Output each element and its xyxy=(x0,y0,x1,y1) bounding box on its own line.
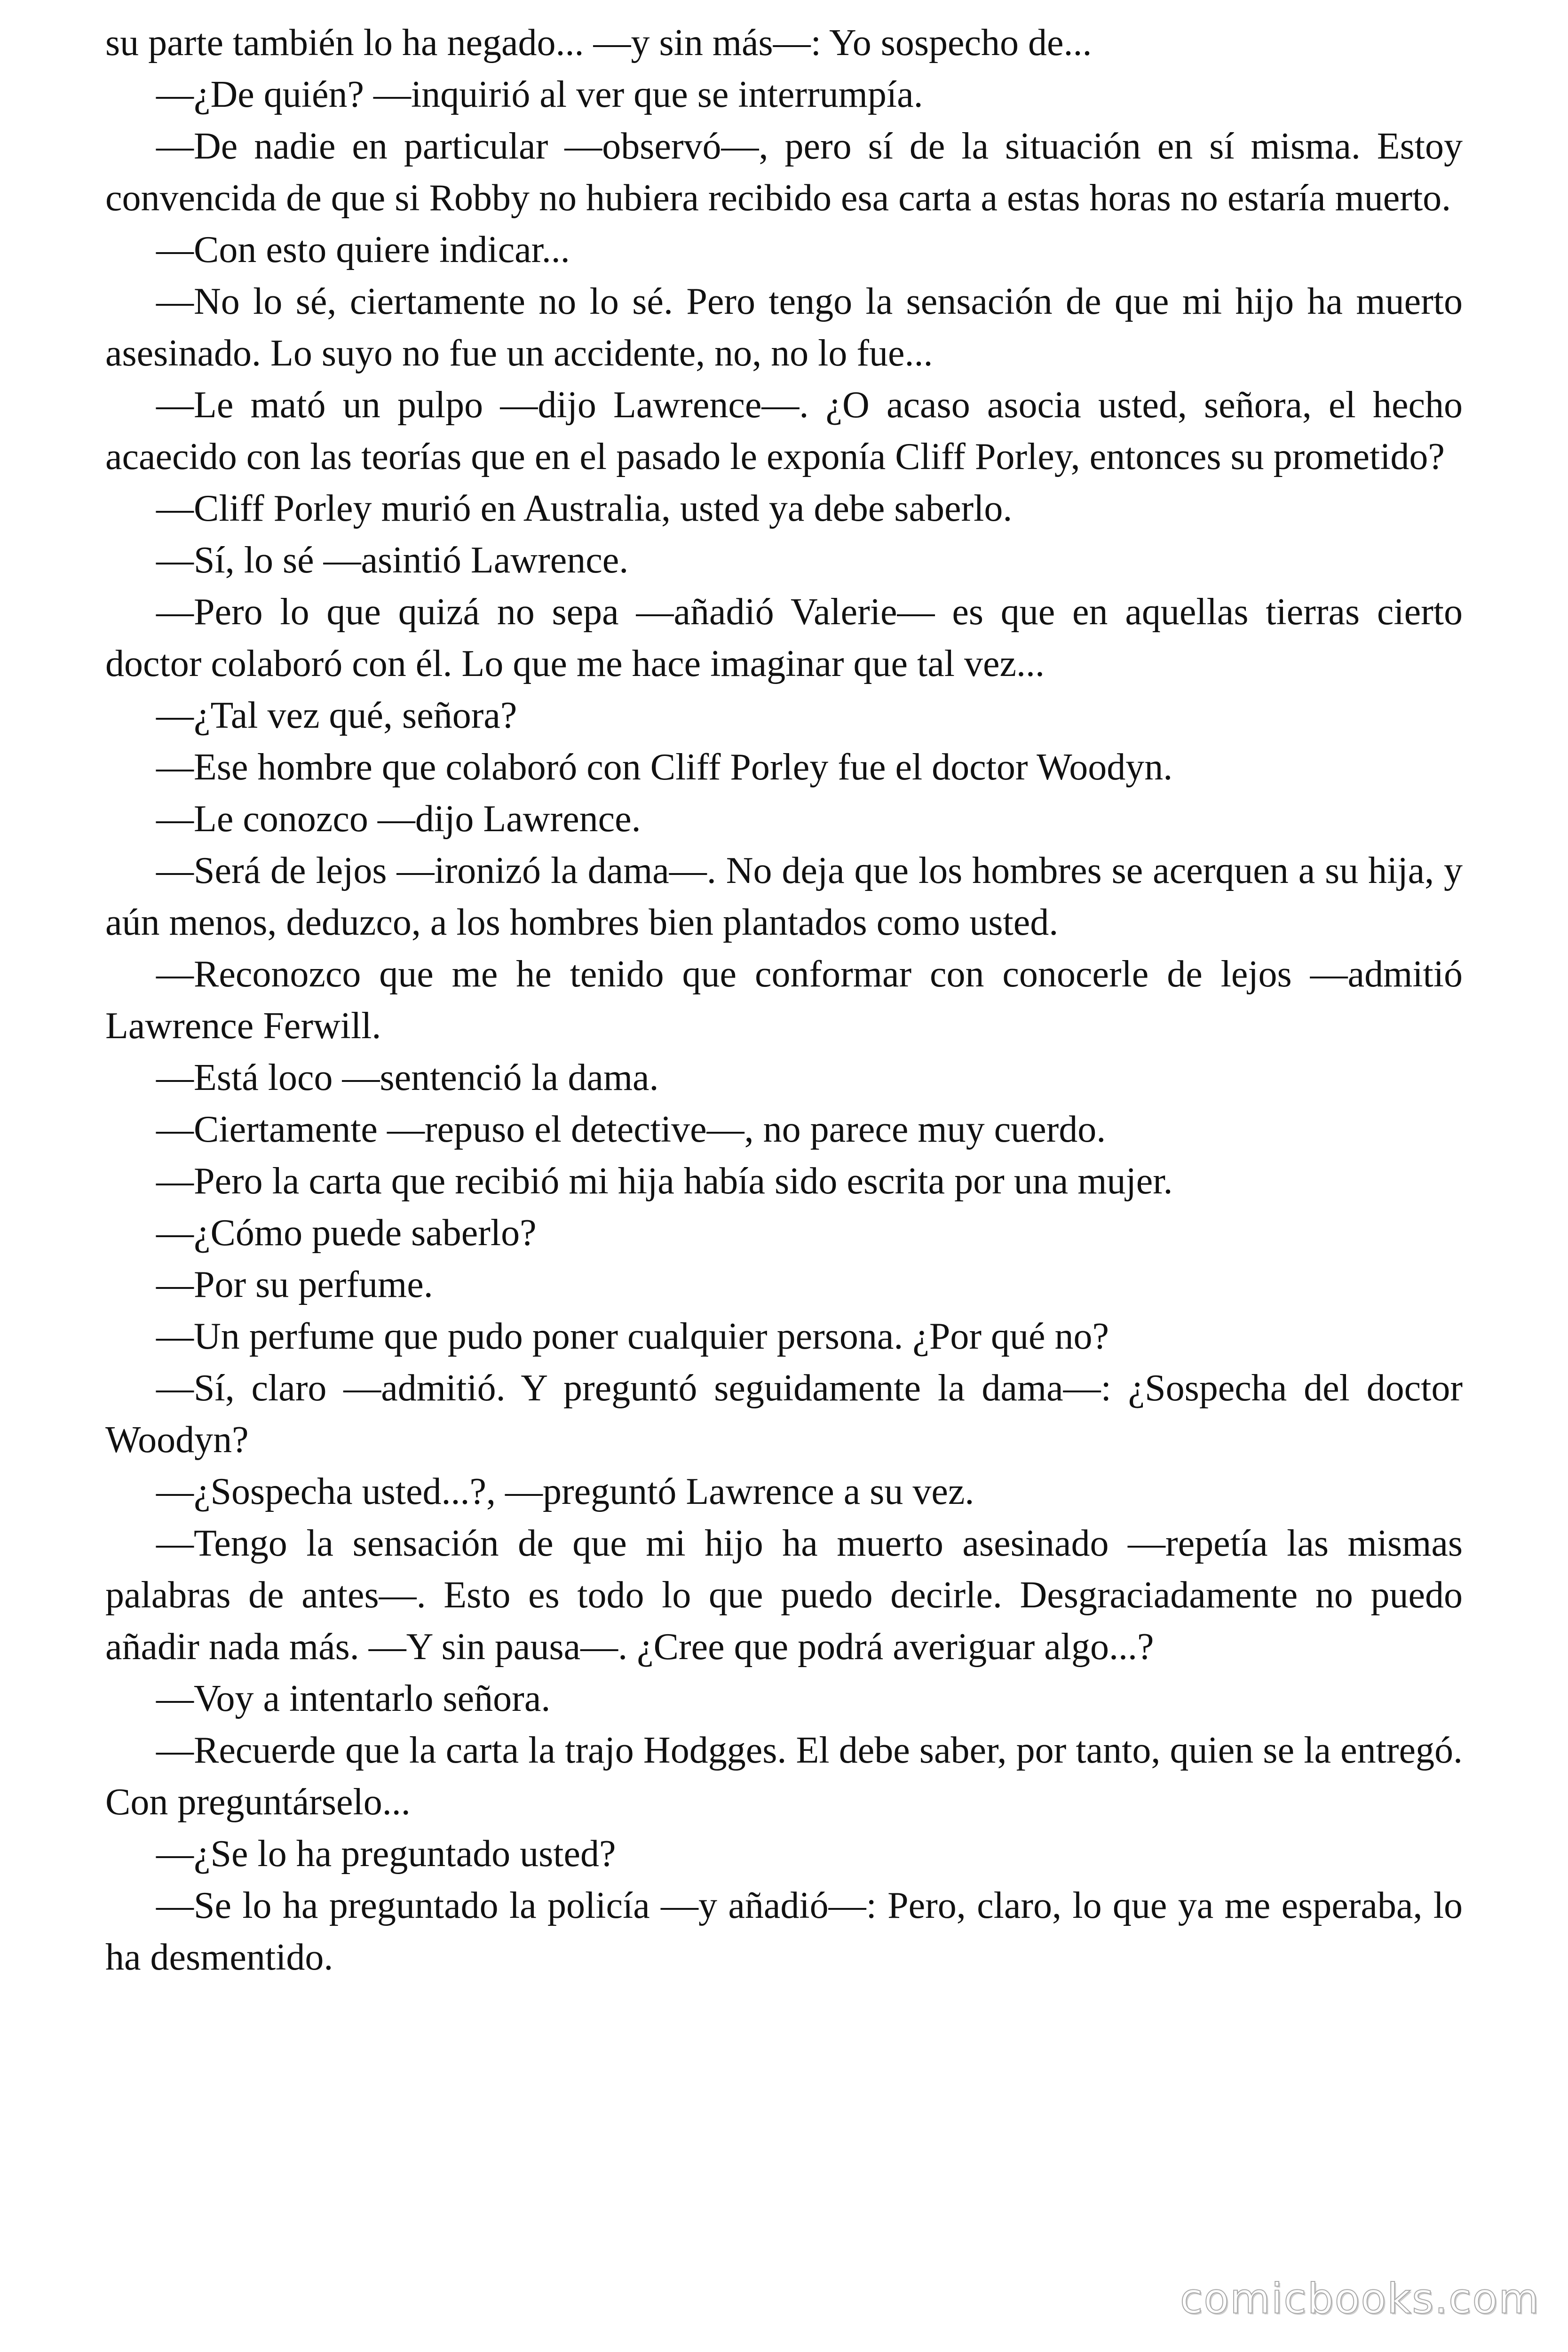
paragraph: —¿Sospecha usted...?, —preguntó Lawrence a su vez. xyxy=(156,1471,974,1512)
paragraph: —Se lo ha preguntado la policía —y añadió—: Pero, claro, lo que ya me esperaba, lo ha desmentido. xyxy=(105,1885,1463,1978)
paragraph: —Ciertamente —repuso el detective—, no parece muy cuerdo. xyxy=(156,1109,1106,1150)
paragraph: —Pero lo que quizá no sepa —añadió Valerie— es que en aquellas tierras cierto doctor colaboró con él. Lo que me hace imaginar que tal vez... xyxy=(105,591,1463,684)
paragraph: —De nadie en particular —observó—, pero sí de la situación en sí misma. Estoy convencida de que si Robby no hubiera recibido esa carta a estas horas no estaría muerto. xyxy=(105,126,1463,219)
paragraph: su parte también lo ha negado... —y sin más—: Yo sospecho de... xyxy=(105,22,1092,64)
paragraph: —¿De quién? —inquirió al ver que se interrumpía. xyxy=(156,74,923,115)
paragraph: —Pero la carta que recibió mi hija había sido escrita por una mujer. xyxy=(156,1160,1173,1202)
paragraph: —Sí, claro —admitió. Y preguntó seguidamente la dama—: ¿Sospecha del doctor Woodyn? xyxy=(105,1367,1463,1461)
watermark: comicbooks.com xyxy=(1180,2274,1540,2323)
paragraph: —Tengo la sensación de que mi hijo ha muerto asesinado —repetía las mismas palabras de antes—. Esto es todo lo que puedo decirle. Desgraciadamente no puedo añadir nada más. —Y sin pausa—. ¿Cree que podrá averiguar algo...? xyxy=(105,1523,1463,1668)
paragraph: —Sí, lo sé —asintió Lawrence. xyxy=(156,540,629,581)
paragraph: —No lo sé, ciertamente no lo sé. Pero tengo la sensación de que mi hijo ha muerto asesinado. Lo suyo no fue un accidente, no, no lo fue... xyxy=(105,281,1463,374)
paragraph: —¿Tal vez qué, señora? xyxy=(156,695,517,736)
paragraph: —Con esto quiere indicar... xyxy=(156,229,570,270)
paragraph: —Será de lejos —ironizó la dama—. No deja que los hombres se acerquen a su hija, y aún menos, deduzco, a los hombres bien plantados como usted. xyxy=(105,850,1463,943)
book-page-text xyxy=(105,17,1463,1983)
paragraph: —Recuerde que la carta la trajo Hodgges. El debe saber, por tanto, quien se la entregó. Con preguntárselo... xyxy=(105,1730,1463,1823)
paragraph: —Por su perfume. xyxy=(156,1264,433,1305)
paragraph: —Reconozco que me he tenido que conformar con conocerle de lejos —admitió Lawrence Ferwill. xyxy=(105,954,1463,1047)
paragraph: —Un perfume que pudo poner cualquier persona. ¿Por qué no? xyxy=(156,1316,1109,1357)
paragraph: —Le conozco —dijo Lawrence. xyxy=(156,798,641,840)
paragraph: —¿Cómo puede saberlo? xyxy=(156,1212,537,1254)
paragraph: —Le mató un pulpo —dijo Lawrence—. ¿O acaso asocia usted, señora, el hecho acaecido con las teorías que en el pasado le exponía Cliff Porley, entonces su prometido? xyxy=(105,384,1463,477)
paragraph: —Cliff Porley murió en Australia, usted ya debe saberlo. xyxy=(156,488,1013,529)
paragraph: —Ese hombre que colaboró con Cliff Porley fue el doctor Woodyn. xyxy=(156,747,1173,788)
paragraph: —¿Se lo ha preguntado usted? xyxy=(156,1833,616,1875)
paragraph: —Voy a intentarlo señora. xyxy=(156,1678,551,1719)
paragraph: —Está loco —sentenció la dama. xyxy=(156,1057,659,1098)
